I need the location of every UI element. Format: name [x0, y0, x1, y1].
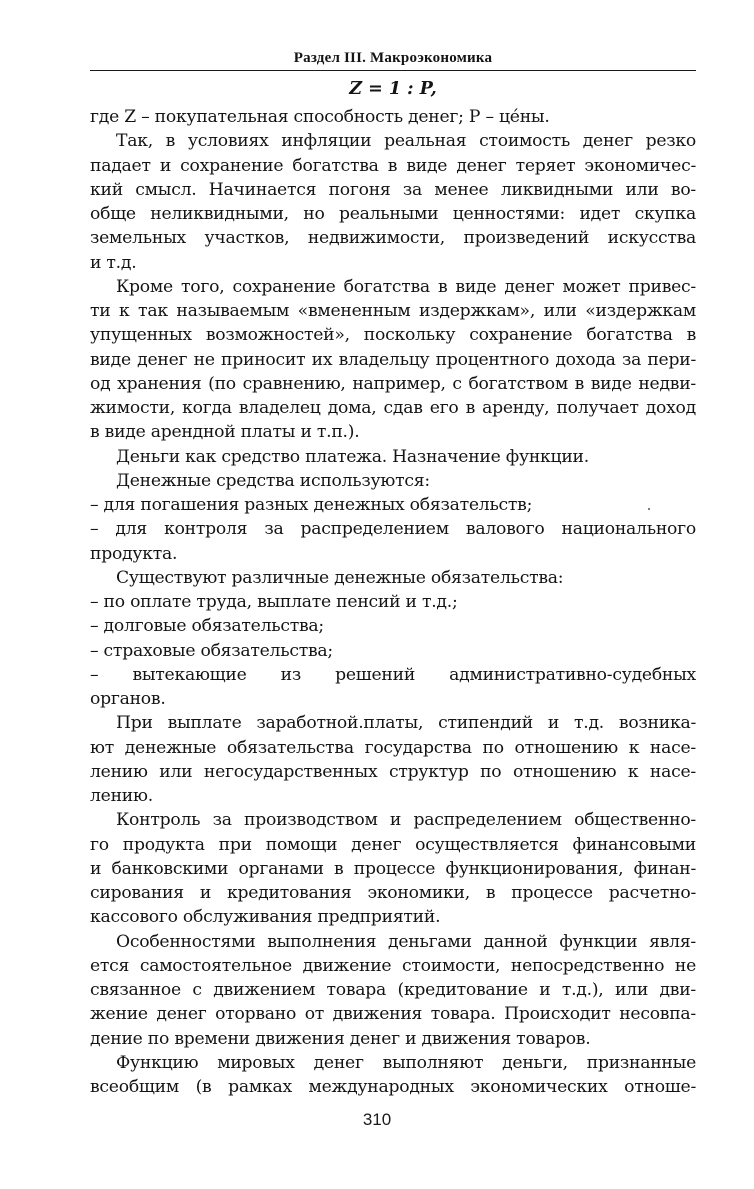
line-text: кассового обслуживания предприятий.: [90, 907, 441, 928]
line-text: продукта.: [90, 543, 178, 564]
text-line: [90, 1051, 696, 1075]
text-line: [90, 590, 696, 614]
line-text: Особенностями выполнения деньгами данной функции явля-: [116, 931, 696, 952]
line-text: Существуют различные денежные обязательства:: [116, 567, 564, 588]
text-line: [90, 833, 696, 857]
line-text: земельных участков, недвижимости, произведений искусства: [90, 228, 696, 249]
text-line: [90, 105, 696, 129]
running-header: Раздел III. Макроэкономика: [293, 50, 493, 66]
line-text: лению.: [90, 786, 153, 806]
text-line: [90, 881, 696, 905]
text-line: [90, 154, 696, 178]
text-line: [90, 517, 696, 541]
line-text: сирования и кредитования экономики, в процессе расчетно-: [90, 883, 696, 903]
text-line: [90, 711, 696, 735]
text-line: [90, 323, 696, 347]
text-line: [90, 687, 696, 711]
line-text: обще неликвидными, но реальными ценностями: идет скупка: [90, 204, 696, 224]
line-text: всеобщим (в рамках международных экономических отноше-: [90, 1077, 696, 1097]
line-text: ют денежные обязательства государства по отношению к насе-: [90, 737, 696, 758]
text-line: [90, 930, 696, 954]
line-text: ется самостоятельное движение стоимости, непосредственно не: [90, 955, 696, 976]
line-text: упущенных возможностей», поскольку сохранение богатства в: [90, 325, 696, 346]
text-line: [90, 857, 696, 881]
line-text: Денежные средства используются:: [116, 470, 430, 491]
line-text: дение по времени движения денег и движения товаров.: [90, 1028, 591, 1049]
line-text: Деньги как средство платежа. Назначение функции.: [116, 446, 589, 467]
text-line: [90, 251, 696, 275]
text-line: [90, 1075, 696, 1099]
line-text: жимости, когда владелец дома, сдав его в аренду, получает доход: [90, 398, 696, 418]
line-text: и банковскими органами в процессе функционирования, финан-: [90, 858, 696, 879]
text-line: [90, 663, 696, 687]
line-text: При выплате заработной.платы, стипендий и т.д. возника-: [116, 713, 696, 734]
formula: Z = 1 : P,: [349, 79, 437, 99]
line-text: где Z – покупательная способность денег; P – це́ны.: [90, 107, 550, 127]
print-speck: [648, 508, 650, 510]
line-text: – вытекающие из решений административно-судебных: [90, 664, 696, 685]
line-text: органов.: [90, 689, 166, 709]
text-line: [90, 372, 696, 396]
text-line: [90, 808, 696, 832]
line-text: – для контроля за распределением валового национального: [90, 519, 696, 540]
text-line: [90, 736, 696, 760]
text-line: [90, 760, 696, 784]
text-line: [90, 905, 696, 929]
text-line: [90, 129, 696, 153]
text-line: [90, 299, 696, 323]
line-text: Функцию мировых денег выполняют деньги, признанные: [116, 1052, 696, 1073]
line-text: – долговые обязательства;: [90, 616, 324, 637]
line-text: од хранения (по сравнению, например, с богатством в виде недви-: [90, 373, 696, 394]
text-line: [90, 1027, 696, 1051]
text-line: [90, 1002, 696, 1026]
line-text: Кроме того, сохранение богатства в виде денег может привес-: [116, 276, 696, 297]
text-body: [90, 105, 696, 1099]
text-line: [90, 396, 696, 420]
text-line: [90, 420, 696, 444]
line-text: ти к так называемым «вмененным издержкам», или «издержкам: [90, 301, 696, 321]
text-line: [90, 445, 696, 469]
text-line: [90, 954, 696, 978]
line-text: падает и сохранение богатства в виде денег теряет экономичес-: [90, 155, 696, 176]
text-line: [90, 639, 696, 663]
line-text: – страховые обязательства;: [90, 640, 333, 661]
line-text: кий смысл. Начинается погоня за менее ликвидными или во-: [90, 179, 696, 200]
line-text: в виде арендной платы и т.п.).: [90, 422, 360, 443]
text-line: [90, 493, 696, 517]
text-line: [90, 614, 696, 638]
text-line: [90, 469, 696, 493]
text-line: [90, 178, 696, 202]
line-text: жение денег оторвано от движения товара. Происходит несовпа-: [90, 1004, 696, 1025]
line-text: Контроль за производством и распределением общественно-: [116, 810, 696, 831]
line-text: го продукта при помощи денег осуществляется финансовыми: [90, 834, 696, 855]
text-line: [90, 566, 696, 590]
line-text: – по оплате труда, выплате пенсий и т.д.;: [90, 592, 458, 612]
line-text: Так, в условиях инфляции реальная стоимость денег резко: [116, 131, 696, 152]
header-rule: [90, 70, 696, 71]
text-line: [90, 542, 696, 566]
text-line: [90, 202, 696, 226]
line-text: лению или негосударственных структур по отношению к насе-: [90, 761, 696, 782]
page-number: 310: [362, 1110, 392, 1129]
line-text: виде денег не приносит их владельцу процентного дохода за пери-: [90, 349, 696, 370]
text-line: [90, 226, 696, 250]
text-line: [90, 784, 696, 808]
line-text: связанное с движением товара (кредитование и т.д.), или дви-: [90, 980, 696, 1000]
text-line: [90, 275, 696, 299]
text-line: [90, 978, 696, 1002]
page-body: [90, 46, 696, 1099]
text-line: [90, 348, 696, 372]
line-text: – для погашения разных денежных обязательств;: [90, 495, 533, 515]
line-text: и т.д.: [90, 252, 137, 273]
